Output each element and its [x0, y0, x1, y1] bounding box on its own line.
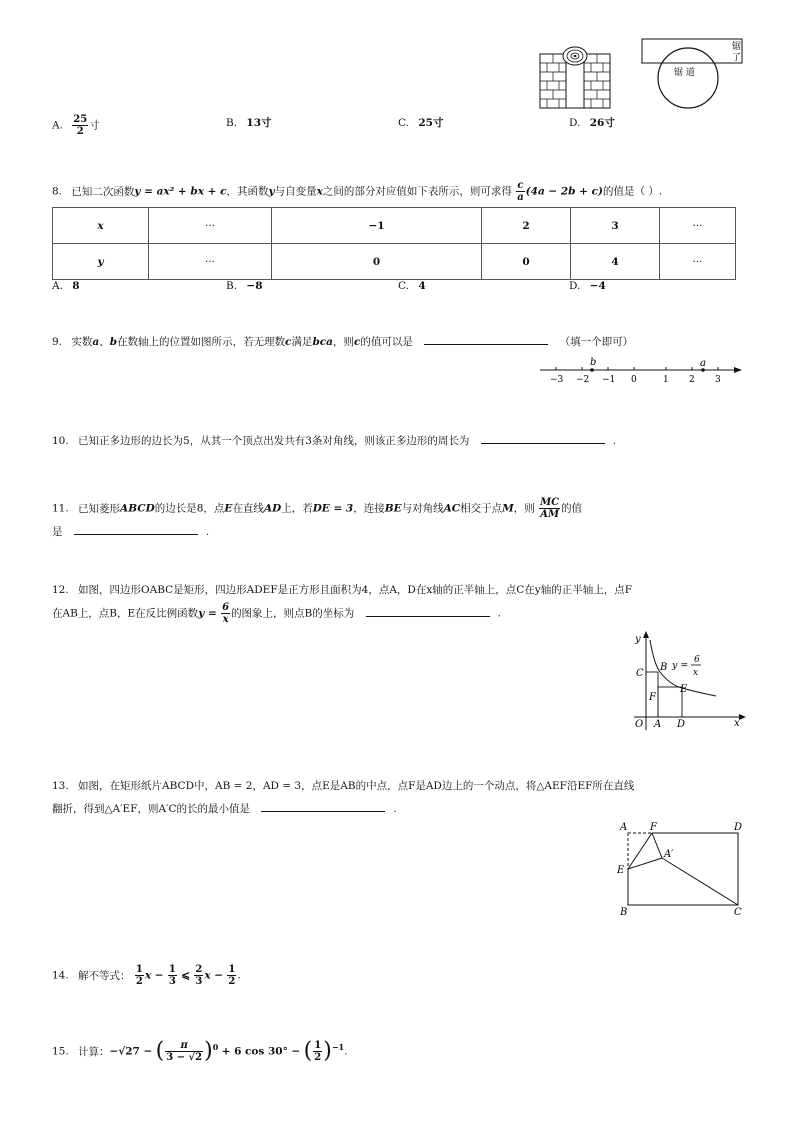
q11-var: ABCD	[120, 502, 155, 515]
option-text: −8	[246, 280, 263, 292]
q9-var-c: c	[285, 336, 292, 348]
q9-hint: （填一个即可）	[559, 336, 634, 348]
q9-text: 、	[99, 336, 110, 348]
fraction-numerator: 6	[222, 602, 230, 613]
q8-var-y: y	[268, 185, 275, 198]
q13-end: .	[393, 803, 397, 815]
fraction-numerator: 1	[228, 964, 236, 975]
q11-var: AD	[263, 502, 282, 515]
table-cell: 0	[482, 244, 571, 280]
q8-option-d[interactable]	[569, 279, 606, 293]
q9-text: ，则	[332, 336, 354, 348]
question-number: 13.	[52, 780, 69, 792]
q13-line2	[52, 800, 397, 816]
function-label: y =	[672, 660, 689, 671]
q13-figure	[612, 816, 748, 920]
option-letter: D.	[569, 117, 581, 129]
q11-text: 上，若	[281, 502, 313, 515]
point-d-label: D	[677, 719, 686, 730]
option-letter: A.	[52, 280, 63, 292]
q9-stem	[52, 333, 633, 349]
function-denominator: x	[693, 668, 699, 678]
q8-option-b[interactable]	[226, 279, 263, 293]
option-letter: B.	[226, 280, 238, 292]
q12-fraction	[221, 602, 230, 625]
option-fraction	[72, 114, 88, 137]
paren: )	[323, 1038, 332, 1064]
math-text: + 6 cos 30° −	[221, 1045, 301, 1058]
q8-text: ，其函数	[226, 185, 269, 198]
q8-text: 之间的部分对应值如下表所示，则可求得	[322, 185, 512, 198]
fraction-numerator: 1	[314, 1040, 322, 1051]
q9-text: 满足	[291, 336, 313, 348]
q8-text: 与自变量	[274, 185, 317, 198]
q8-text: 的值是（ ）.	[602, 185, 663, 198]
q11-text: ，则	[513, 502, 535, 515]
option-letter: D.	[569, 280, 581, 292]
q11-text: 已知菱形	[78, 502, 121, 515]
q12-text: 的图象上，则点B的坐标为	[231, 607, 355, 620]
math-text: x −	[204, 969, 224, 982]
table-cell: −1	[272, 208, 482, 244]
q14-stem	[52, 964, 241, 987]
q9-var-c: c	[353, 336, 361, 348]
q8-value-table	[52, 207, 736, 280]
point-b-label: B	[660, 662, 668, 673]
question-number: 9.	[52, 336, 63, 348]
q13-line1	[52, 779, 634, 793]
q12-line1	[52, 583, 632, 597]
q9-text: 的值可以是	[360, 336, 413, 348]
point-f-label: F	[650, 822, 657, 833]
q12-text: 如图，四边形OABC是矩形，四边形ADEF是正方形且面积为4，点A，D在x轴的正半轴上，点C在y轴的正半轴上，点F	[78, 584, 632, 596]
q8-text: 已知二次函数	[71, 185, 135, 198]
fraction-denominator: AM	[540, 509, 560, 520]
exponent: 0	[212, 1042, 219, 1052]
q11-text: 在直线	[232, 502, 264, 515]
table-cell: ···	[660, 208, 736, 244]
fraction-denominator: 3	[168, 976, 176, 987]
q15-text: 计算：	[78, 1045, 110, 1058]
fraction-numerator: 1	[168, 964, 176, 975]
q10-text: 已知正多边形的边长为5，从其一个顶点出发共有3条对角线，则该正多边形的周长为	[78, 435, 470, 447]
table-cell: 2	[482, 208, 571, 244]
question-number: 10.	[52, 435, 69, 447]
q11-var: E	[224, 502, 233, 515]
point-a-label: A	[654, 719, 662, 730]
option-text: 13寸	[246, 117, 272, 129]
fraction-denominator: x	[222, 614, 229, 625]
fraction	[165, 1040, 203, 1063]
q12-func: y =	[198, 607, 217, 620]
fraction-denominator: 3	[195, 976, 203, 987]
option-letter: A.	[52, 119, 63, 132]
point-c-label: C	[636, 668, 644, 679]
q11-text: 的值	[561, 502, 583, 515]
fraction-numerator: 2	[195, 964, 203, 975]
option-text: 8	[72, 280, 80, 292]
tick-label: 2	[689, 375, 695, 385]
q9-answer-blank[interactable]	[424, 333, 548, 345]
fraction-denominator: 2	[314, 1052, 322, 1063]
fraction-numerator: π	[165, 1040, 203, 1052]
fraction-denominator: 2	[76, 126, 84, 137]
tick-label: −3	[550, 375, 564, 385]
q7-option-d[interactable]	[569, 116, 615, 130]
fraction	[135, 964, 144, 987]
saw-label-bottom: 了	[732, 53, 742, 63]
option-text: 26寸	[589, 117, 615, 129]
paren: (	[303, 1038, 313, 1064]
q7-option-a[interactable]	[52, 114, 100, 137]
table-cell: x	[53, 208, 149, 244]
q9-text: 实数	[71, 336, 93, 348]
q11-text: 的边长是8，点	[154, 502, 225, 515]
q13-text: 翻折，得到△A′EF，则A′C的长的最小值是	[52, 803, 250, 815]
function-numerator: 6	[694, 655, 700, 665]
q9-text: 在数轴上的位置如图所示，若无理数	[117, 336, 286, 348]
table-cell: 3	[571, 208, 660, 244]
question-number: 8.	[52, 185, 63, 198]
fraction-numerator: 1	[135, 964, 143, 975]
q11-var: DE = 3	[312, 502, 354, 515]
q11-var: M	[502, 502, 514, 515]
q11-end: .	[205, 526, 210, 538]
point-a-label: a	[700, 358, 706, 369]
point-b-label: B	[620, 907, 628, 918]
q8-option-c[interactable]	[398, 279, 426, 293]
point-c-label: C	[734, 907, 742, 918]
q11-text: ，连接	[353, 502, 385, 515]
q8-option-a[interactable]	[52, 279, 80, 293]
q15-stem	[52, 1040, 347, 1063]
q11-line2	[52, 523, 209, 539]
tick-label: 1	[663, 375, 669, 385]
fraction	[313, 1040, 322, 1063]
fraction-denominator: a	[517, 192, 524, 203]
q8-stem	[52, 180, 662, 203]
q11-text: 相交于点	[460, 502, 503, 515]
saw-label-mid: 锯 道	[674, 68, 695, 78]
fraction	[194, 964, 203, 987]
q11-text: 与对角线	[401, 502, 444, 515]
q11-answer-blank[interactable]	[74, 523, 198, 535]
option-text: −4	[589, 280, 606, 292]
point-a-label: A	[620, 822, 628, 833]
log-in-wall-figure	[538, 44, 612, 112]
q12-answer-blank[interactable]	[366, 605, 490, 617]
q7-option-c[interactable]	[398, 116, 443, 130]
question-number: 14.	[52, 969, 69, 982]
point-a-prime-label: A′	[664, 849, 674, 860]
q8-function: y = ax² + bx + c	[134, 185, 227, 198]
table-row	[53, 244, 736, 280]
relation-symbol: ⩽	[181, 969, 191, 982]
q10-answer-blank[interactable]	[481, 432, 605, 444]
q10-end: .	[612, 435, 617, 447]
q8-expression: (4a − 2b + c)	[525, 185, 603, 198]
q9-number-line	[536, 356, 746, 386]
point-f-label: F	[649, 692, 656, 703]
table-cell: y	[53, 244, 149, 280]
q11-var: BE	[384, 502, 402, 515]
tick-label: 0	[631, 375, 637, 385]
saw-label-top: 锯	[732, 42, 742, 52]
q15-end: .	[344, 1045, 348, 1058]
q7-option-b[interactable]	[226, 116, 272, 130]
point-d-label: D	[734, 822, 743, 833]
q14-text: 解不等式：	[78, 969, 131, 982]
paren: (	[155, 1038, 165, 1064]
fraction-numerator: 25	[73, 114, 88, 125]
table-cell: 4	[571, 244, 660, 280]
option-letter: C.	[398, 117, 409, 129]
q8-fraction	[516, 180, 524, 203]
fraction	[227, 964, 236, 987]
q12-line2	[52, 602, 501, 625]
fraction	[168, 964, 177, 987]
table-cell: 0	[272, 244, 482, 280]
q14-end: .	[237, 969, 241, 982]
table-cell: ···	[149, 208, 272, 244]
point-o-label: O	[635, 719, 644, 730]
q10-stem	[52, 432, 616, 448]
point-e-label: E	[617, 865, 625, 876]
option-text: 25寸	[418, 117, 444, 129]
q9-var-b: b	[109, 336, 118, 348]
question-number: 12.	[52, 584, 69, 596]
option-letter: B.	[226, 117, 238, 129]
table-row	[53, 208, 736, 244]
q12-end: .	[497, 607, 501, 620]
point-b-label: b	[590, 357, 597, 368]
table-cell: ···	[660, 244, 736, 280]
tick-label: −1	[602, 375, 616, 385]
fraction-denominator: 2	[135, 976, 143, 987]
q9-var-a: a	[92, 336, 100, 348]
tick-label: −2	[576, 375, 590, 385]
fraction-denominator: 3 − √2	[166, 1052, 203, 1063]
option-letter: C.	[398, 280, 409, 292]
x-axis-label: x	[734, 718, 740, 729]
paren: )	[204, 1038, 213, 1064]
q11-fraction	[539, 497, 560, 520]
saw-cross-section-figure	[640, 36, 746, 120]
q8-var-x: x	[316, 185, 323, 198]
q11-stem	[52, 497, 582, 520]
fraction-denominator: 2	[228, 976, 236, 987]
q9-expr: bca	[312, 336, 333, 348]
question-number: 11.	[52, 502, 69, 515]
fraction-numerator: MC	[540, 497, 560, 508]
math-text: −√27 −	[109, 1045, 153, 1058]
table-cell: ···	[149, 244, 272, 280]
exponent: −1	[331, 1042, 345, 1052]
q13-text: 如图，在矩形纸片ABCD中，AB = 2，AD = 3，点E是AB的中点，点F是AD边上的一个动点，将△AEF沿EF所在直线	[78, 780, 635, 792]
question-number: 15.	[52, 1045, 69, 1058]
q11-text: 是	[52, 526, 63, 538]
option-text: 4	[418, 280, 426, 292]
q12-text: 在AB上，点B，E在反比例函数	[52, 607, 199, 620]
q13-answer-blank[interactable]	[261, 800, 385, 812]
y-axis-label: y	[635, 634, 641, 645]
q12-figure	[624, 630, 750, 734]
q11-var: AC	[443, 502, 461, 515]
option-unit: 寸	[89, 119, 100, 132]
fraction-numerator: c	[517, 180, 524, 191]
point-e-label: E	[680, 684, 688, 695]
tick-label: 3	[715, 375, 721, 385]
math-text: x −	[144, 969, 164, 982]
